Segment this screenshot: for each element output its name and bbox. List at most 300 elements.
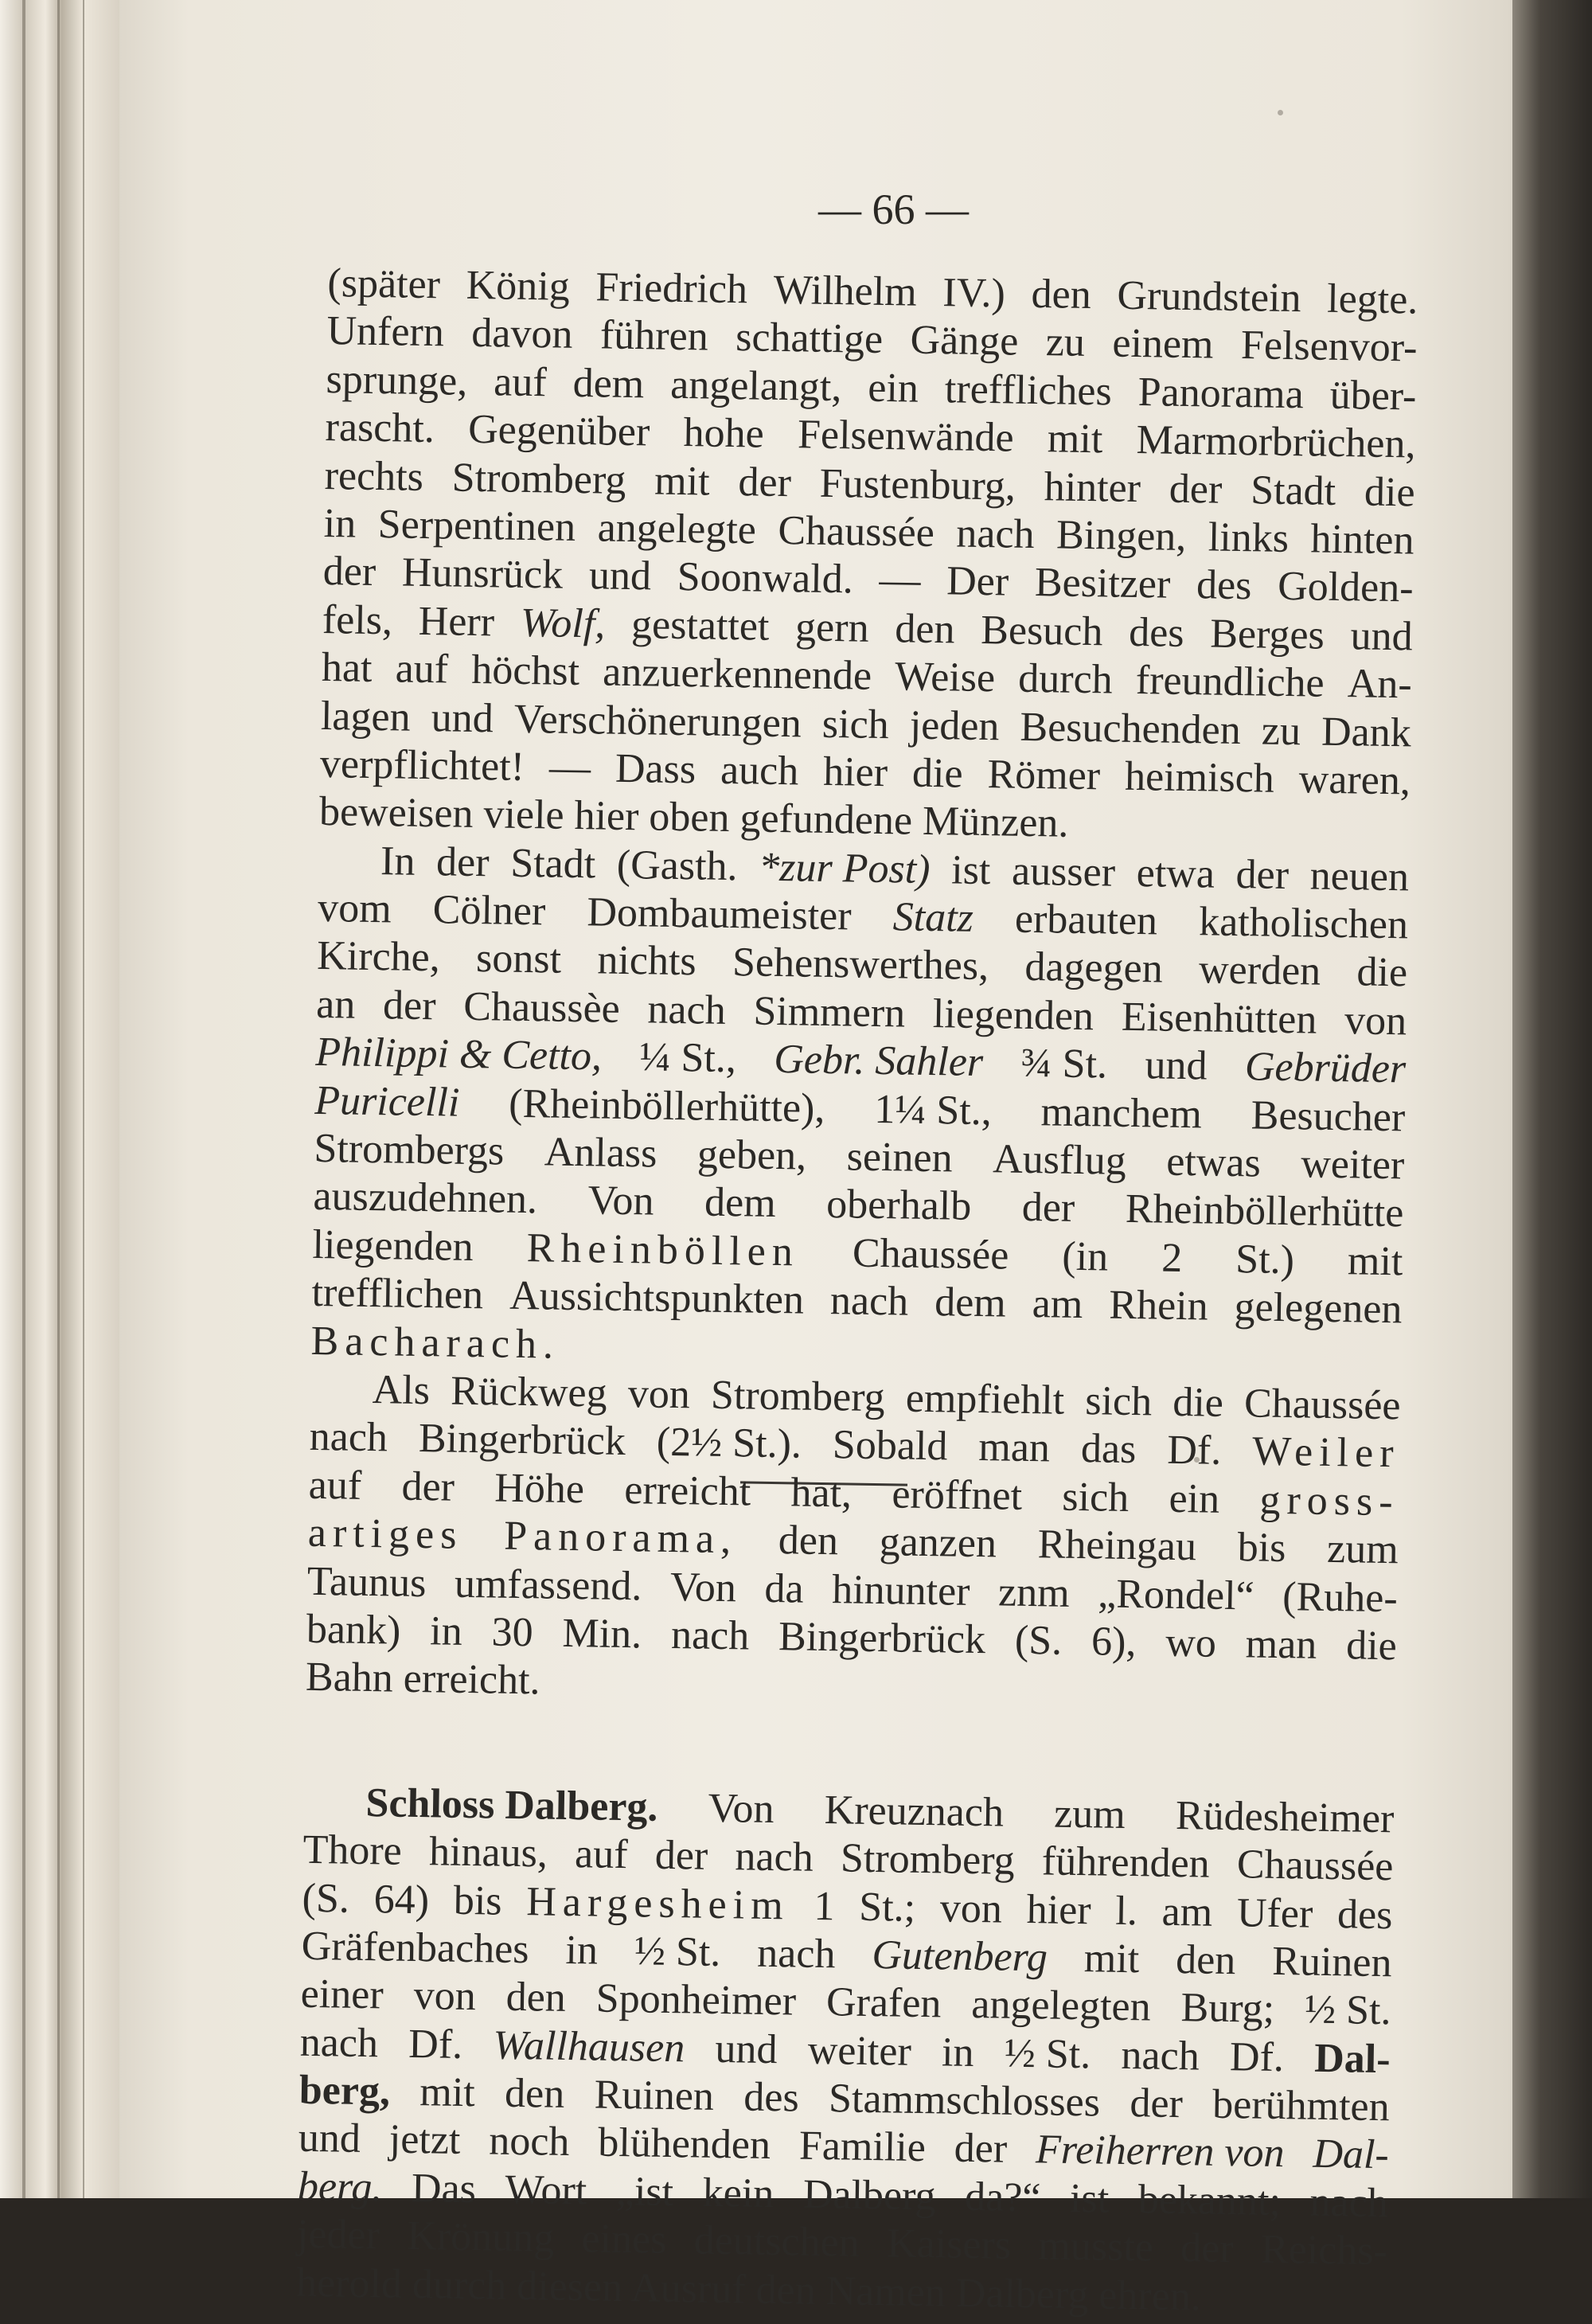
word: Besuch (980, 607, 1103, 655)
word: Felsenwände (797, 412, 1015, 461)
word: an (315, 981, 356, 1028)
word: eröffnet (892, 1471, 1023, 1519)
word: des (1196, 562, 1252, 609)
word: seinen (846, 1134, 954, 1182)
word: die (1345, 1623, 1398, 1670)
word: liegenden (932, 990, 1094, 1040)
word: fels, (322, 596, 393, 644)
word: Ruinen (1271, 1938, 1392, 1986)
word: Chaussée (1236, 1842, 1394, 1890)
word: bekannt; (1137, 2177, 1282, 2224)
word: da?“ (964, 2174, 1041, 2221)
section-heading: Schloss Dalberg. (365, 1779, 658, 1830)
word: zu (1261, 708, 1301, 754)
word: blühenden (597, 2120, 771, 2169)
word: (Ruhe- (1282, 1573, 1399, 1621)
word: des (743, 2074, 800, 2121)
word: dem (572, 360, 645, 408)
word: Freiherren von (1035, 2127, 1285, 2177)
word: davon (470, 311, 573, 358)
word: Wort (505, 2166, 587, 2214)
word: des (1336, 1891, 1393, 1938)
paper-speck (1278, 110, 1283, 115)
book-edge-shadow (1512, 0, 1592, 2198)
word: der (954, 2126, 1008, 2173)
word: der (738, 459, 792, 506)
word: Rheingau (1037, 1521, 1197, 1570)
word: Bingerbrück (418, 1416, 626, 1465)
word: verpflichtet! (319, 740, 525, 790)
word: von (1344, 998, 1407, 1045)
word: Golden- (1277, 564, 1414, 611)
word: (in (1061, 1233, 1109, 1280)
word: links (1208, 514, 1290, 561)
word: man (1245, 1621, 1317, 1668)
word: geben, (696, 1131, 807, 1179)
word: freundliche (1135, 658, 1325, 706)
text-line: Bahn erreicht. (305, 1654, 540, 1704)
word: Thore (302, 1826, 403, 1874)
word: anzuerkennende (602, 649, 872, 699)
word: Wallhausen (493, 2022, 685, 2071)
text-line: Bacharach. (310, 1318, 560, 1368)
word: Von (669, 1564, 737, 1611)
word: mit (654, 458, 711, 505)
word: 30 (491, 1609, 534, 1656)
word: nach (670, 1611, 750, 1659)
word: sich (1084, 1378, 1153, 1425)
word: berg. (297, 2163, 383, 2211)
word: (2½ St.). (656, 1420, 802, 1467)
word: Sponheimer (595, 1975, 797, 2025)
word: Das (411, 2165, 477, 2213)
word: Berges (1209, 611, 1325, 658)
word: (Rheinböllerhütte), (508, 1080, 825, 1131)
word: Kirche, (316, 933, 441, 981)
word: Stadt (509, 840, 596, 888)
word: eines (581, 2216, 667, 2263)
word: 1¼ St., (873, 1086, 993, 1134)
word: Gebr. Sahler (773, 1037, 984, 1086)
word: Weiler (1251, 1428, 1400, 1477)
word: In (380, 838, 416, 885)
word: St.; (858, 1884, 916, 1931)
word: zum (1326, 1526, 1399, 1573)
word: Chaussée (778, 507, 935, 556)
word: in (565, 1927, 599, 1974)
word: gelegenen (1234, 1284, 1403, 1333)
word: nach (309, 1414, 388, 1461)
word: Cölner (432, 887, 546, 935)
word: den (894, 605, 955, 653)
word: Strombergs (314, 1125, 505, 1174)
word: trefflichen (311, 1270, 484, 1318)
word: nach (735, 1834, 814, 1881)
word: l. (1114, 1888, 1138, 1934)
word: zum (1053, 1791, 1126, 1838)
word: Stromberg (451, 455, 626, 503)
word: des (1128, 609, 1184, 656)
word: der (1130, 2080, 1184, 2127)
word: Gegenüber (467, 406, 650, 455)
text-line: herold durch diesen Ausruf den Namen Dalberg ehren. (295, 2260, 1202, 2320)
word: Dalberg (802, 2171, 936, 2220)
word: (später (327, 260, 441, 308)
word: Reichs- (1260, 2226, 1388, 2275)
word: führenden (1041, 1838, 1211, 1887)
word: den (1031, 271, 1092, 318)
word: zu (1045, 319, 1086, 366)
word: Felsenvor- (1240, 322, 1418, 371)
word: rechts (324, 452, 424, 500)
word: Sehenswerthes, (732, 939, 989, 990)
word: gross- (1259, 1477, 1400, 1525)
word: Rhein (1108, 1282, 1209, 1330)
word: in (941, 2029, 975, 2076)
word: werden (1198, 947, 1321, 995)
page-number: — 66 — (818, 186, 969, 233)
word: Stammschlosses (828, 2076, 1101, 2126)
word: am (1161, 1888, 1213, 1935)
word: ein (1169, 1475, 1220, 1522)
word: Besitzer (1034, 560, 1171, 608)
word: führen (599, 312, 709, 360)
word: erreicht (623, 1467, 751, 1515)
word: die (1172, 1379, 1224, 1426)
word: — (548, 744, 591, 791)
word: über- (1329, 372, 1417, 420)
word: in (323, 500, 357, 547)
word: ¼ St., (639, 1034, 737, 1082)
word: schattige (735, 314, 884, 363)
word: hier (822, 748, 888, 796)
word: einem (1112, 320, 1214, 368)
word: ist (1069, 2175, 1110, 2222)
word: nach (647, 986, 727, 1033)
word: der (322, 549, 377, 596)
word: znm (997, 1568, 1071, 1616)
word: Verschönerungen (513, 696, 802, 746)
word: Df. (1166, 1428, 1222, 1474)
word: (S. (302, 1875, 350, 1922)
word: Gutenberg (872, 1931, 1048, 1981)
word: auf (308, 1462, 362, 1509)
word: hinter (1044, 463, 1141, 511)
word: auf (493, 359, 548, 406)
word: sich (1061, 1474, 1130, 1521)
word: Statz (892, 894, 974, 941)
word: mit (1083, 1935, 1140, 1982)
word: Weise (894, 654, 996, 701)
text-line: beweisen viele hier oben gefundene Münzen. (318, 789, 1069, 846)
word: ½ St. (1304, 1986, 1391, 2034)
word: Panorama (1137, 369, 1305, 418)
word: König (466, 262, 571, 310)
word: weiter (1300, 1141, 1405, 1189)
word: Philippi & Cetto, (314, 1029, 603, 1080)
word: die (1356, 949, 1408, 996)
word: sprunge, (326, 356, 468, 404)
word: der (1180, 2225, 1235, 2272)
word: Gräfenbaches (301, 1923, 529, 1973)
word: ein (867, 365, 919, 412)
word: sonst (475, 935, 562, 983)
word: auf (574, 1831, 628, 1878)
word: IV.) (942, 270, 1006, 317)
word: Hargesheim (525, 1878, 790, 1928)
word: liegenden (312, 1221, 474, 1270)
word: dem (704, 1180, 777, 1227)
word: Anlass (544, 1129, 657, 1177)
word: Panorama, (503, 1513, 738, 1563)
word: Hunsrück (401, 549, 564, 599)
word: der (382, 982, 437, 1029)
word: der (1235, 851, 1290, 898)
word: Als (372, 1367, 431, 1414)
word: ganzen (879, 1519, 997, 1567)
word: jetzt (388, 2116, 461, 2164)
word: (S. (1014, 1617, 1063, 1664)
word: *zur Post) (758, 844, 931, 892)
spine-shadow-line (57, 0, 60, 2198)
word: hat (321, 645, 373, 692)
body-text (296, 260, 1418, 2324)
word: ist (950, 847, 991, 893)
word: auf (395, 646, 449, 693)
word: Friedrich (595, 264, 748, 313)
word: Aussichtspunkten (509, 1272, 805, 1323)
word: gern (794, 604, 870, 651)
word: Bingen, (1055, 512, 1187, 560)
word: Dank (1321, 709, 1412, 756)
word: und (1145, 1042, 1208, 1089)
word: höchst (470, 647, 580, 695)
word: gestattet (630, 601, 770, 650)
word: wo (1165, 1619, 1217, 1666)
word: Sobald (832, 1422, 948, 1470)
word: jeden (909, 702, 1000, 749)
word: etwa (1136, 850, 1215, 897)
word: nach (1309, 2179, 1389, 2227)
word: (Gasth. (616, 842, 739, 889)
word: Grafen (825, 1979, 942, 2027)
word: den (1175, 1936, 1236, 1984)
word: etwas (1165, 1139, 1262, 1186)
word: Chaussèe (462, 983, 621, 1032)
word: Rückweg (450, 1368, 608, 1416)
word: berühmten (1212, 2081, 1391, 2131)
word: nach (756, 1930, 836, 1978)
word: Herr (418, 598, 495, 646)
word: Rheinböllen (526, 1224, 800, 1275)
word: da (764, 1565, 805, 1612)
word: Krönung (406, 2213, 555, 2262)
word: waren, (1298, 756, 1411, 804)
word: Chaussée (852, 1230, 1009, 1279)
word: weiter (807, 2027, 912, 2075)
word: der (1169, 466, 1223, 513)
word: mit (419, 2069, 476, 2116)
word: neuen (1309, 853, 1410, 900)
word: berg, (298, 2067, 391, 2115)
word: und (588, 553, 652, 600)
word: Rüdesheimer (1175, 1792, 1395, 1842)
word: und (1350, 612, 1414, 660)
word: mit (1347, 1238, 1403, 1285)
word: Chaussée (1243, 1381, 1401, 1429)
word: Von (708, 1785, 775, 1832)
word: musste (1037, 2223, 1154, 2271)
word: Besuchenden (1020, 704, 1242, 753)
word: jeder (296, 2211, 380, 2259)
word: lagen (320, 693, 412, 740)
word: Dal- (1312, 2131, 1390, 2178)
word: Wolf, (520, 600, 606, 647)
word: umfassend. (454, 1560, 642, 1609)
word: dagegen (1024, 944, 1164, 993)
word: Kaisers (886, 2220, 1012, 2269)
word: hinten (1310, 516, 1414, 564)
word: auch (720, 747, 799, 795)
word: Gänge (910, 317, 1019, 365)
word: treffliches (944, 365, 1113, 415)
word: erbauten (1014, 896, 1158, 944)
word: Ausflug (992, 1136, 1127, 1184)
word: Gebrüder (1244, 1044, 1407, 1092)
word: den (778, 1517, 839, 1564)
word: der (1021, 1185, 1075, 1232)
word: Von (587, 1178, 654, 1224)
word: in (429, 1608, 463, 1654)
word: hinaus, (428, 1829, 548, 1877)
book-spine (0, 0, 119, 2198)
word: — (879, 557, 921, 604)
word: Dass (615, 745, 696, 793)
word: Puricelli (314, 1077, 460, 1126)
word: Besucher (1251, 1092, 1406, 1141)
word: Min. (562, 1610, 642, 1658)
word: „ist (615, 2168, 674, 2215)
word: Dal- (1313, 2035, 1391, 2082)
word: dem (934, 1279, 1007, 1326)
word: auszudehnen. (313, 1174, 538, 1223)
spine-shadow-line (83, 0, 84, 2198)
word: bis (453, 1877, 503, 1924)
word: der (435, 838, 490, 885)
word: Wilhelm (773, 267, 918, 315)
word: nach (1121, 2032, 1200, 2080)
word: ausser (1011, 848, 1116, 896)
word: Höhe (494, 1465, 585, 1513)
word: noch (488, 2118, 570, 2166)
word: man (977, 1424, 1051, 1471)
word: der (654, 1832, 708, 1879)
word: bis (1237, 1525, 1286, 1572)
word: kein (702, 2170, 775, 2217)
word: nichts (597, 937, 697, 985)
word: Marmorbrüchen, (1136, 417, 1416, 467)
word: Eisenhütten (1121, 994, 1317, 1043)
word: St.) (1235, 1236, 1295, 1283)
word: nach (829, 1278, 909, 1325)
word: bank) (306, 1606, 401, 1654)
word: 6), (1091, 1619, 1137, 1666)
word: An- (1347, 661, 1413, 708)
word: empfiehlt (905, 1375, 1065, 1424)
word: 64) (373, 1876, 430, 1923)
word: Stromberg (840, 1835, 1016, 1884)
word: den (505, 1974, 567, 2021)
word: Römer (987, 752, 1101, 799)
word: durch (1017, 655, 1114, 703)
word: Familie (798, 2123, 927, 2171)
word: einer (300, 1971, 384, 2018)
word: hinunter (831, 1566, 970, 1615)
word: und (715, 2025, 778, 2072)
word: Burg; (1180, 1985, 1275, 2033)
word: und (298, 2115, 361, 2162)
word: nach (955, 510, 1036, 557)
word: artiges (307, 1510, 463, 1559)
word: ½ St. (1004, 2030, 1091, 2077)
word: Soonwald. (677, 554, 854, 603)
spine-shadow-line (22, 0, 25, 2198)
word: katholischen (1198, 899, 1409, 948)
word: Dombaumeister (587, 889, 853, 939)
word: angelegte (597, 505, 757, 553)
word: Fustenburg, (819, 460, 1016, 510)
word: manchem (1040, 1088, 1203, 1138)
word: nach (299, 2019, 379, 2066)
word: Simmern (753, 988, 906, 1037)
word: Stadt (1250, 467, 1336, 514)
word: Kreuznach (824, 1787, 1005, 1836)
word: Grundstein (1117, 272, 1301, 322)
word: Ruinen (594, 2072, 715, 2119)
word: ¾ St. (1020, 1041, 1108, 1088)
word: Serpentinen (377, 501, 576, 550)
word: das (1080, 1426, 1137, 1473)
word: mit (1047, 416, 1103, 463)
word: oberhalb (825, 1182, 972, 1230)
word: 2 (1161, 1235, 1183, 1281)
word: ½ St. (634, 1928, 721, 1975)
word: rascht. (325, 404, 435, 452)
word: von (627, 1371, 691, 1418)
word: den (504, 2070, 565, 2118)
word: hat, (790, 1470, 853, 1517)
word: heimisch (1124, 753, 1275, 802)
word: die (1364, 469, 1415, 516)
word: 1 (814, 1883, 835, 1929)
word: am (1032, 1281, 1083, 1328)
word: deutschen (693, 2217, 860, 2267)
word: Df. (408, 2021, 463, 2068)
word: Taunus (306, 1558, 427, 1606)
word: Ufer (1236, 1889, 1313, 1937)
word: hohe (683, 410, 765, 457)
word: die (911, 750, 964, 797)
word: angelegten (970, 1982, 1152, 2030)
word: von (939, 1885, 1003, 1932)
word: „Rondel“ (1097, 1570, 1255, 1619)
word: und (431, 694, 494, 741)
word: vom (317, 885, 392, 932)
word: Unfern (326, 308, 445, 356)
word: der (401, 1463, 455, 1510)
word: Rheinböllerhütte (1125, 1186, 1404, 1236)
word: angelangt, (669, 361, 842, 410)
